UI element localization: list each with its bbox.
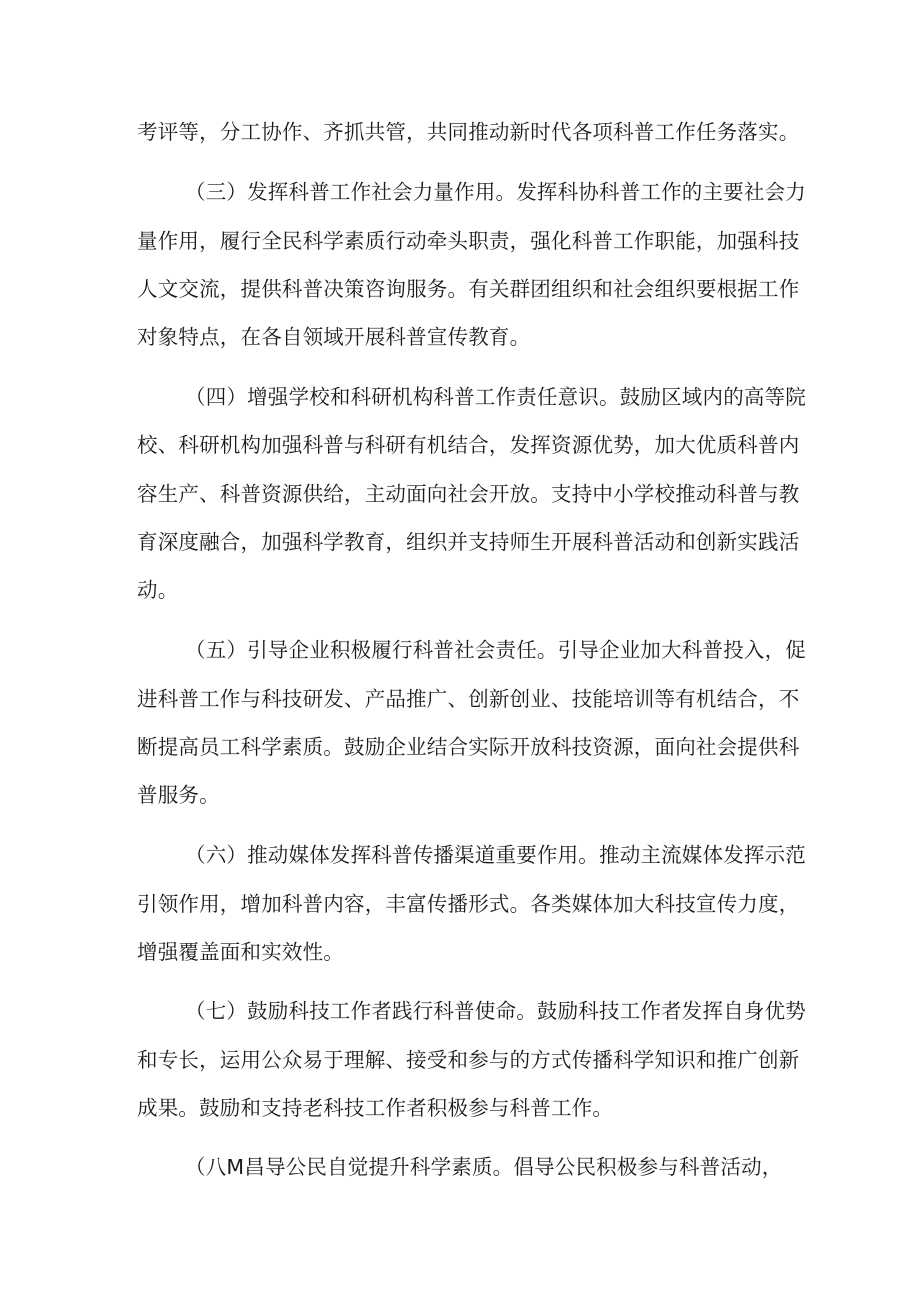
paragraph-line: （三）发挥科普工作社会力量作用。发挥科协科普工作的主要社会力	[185, 180, 806, 204]
paragraph-line: 动。	[137, 578, 179, 602]
paragraph-line: 人文交流，提供科普决策咨询服务。有关群团组织和社会组织要根据工作	[137, 277, 800, 301]
paragraph-line: （六）推动媒体发挥科普传播渠道重要作用。推动主流媒体发挥示范	[185, 843, 806, 867]
paragraph-line: 容生产、科普资源供给，主动面向社会开放。支持中小学校推动科普与教	[137, 482, 800, 506]
paragraph-line: 普服务。	[137, 783, 220, 807]
paragraph-line: （四）增强学校和科研机构科普工作责任意识。鼓励区域内的高等院	[185, 385, 806, 409]
paragraph-line: （五）引导企业积极履行科普社会责任。引导企业加大科普投入，促	[185, 638, 806, 662]
paragraph-line: 量作用，履行全民科学素质行动牵头职责，强化科普工作职能，加强科技	[137, 229, 800, 253]
paragraph-line: 断提高员工科学素质。鼓励企业结合实际开放科技资源，面向社会提供科	[137, 735, 800, 759]
paragraph-line: 育深度融合，加强科学教育，组织并支持师生开展科普活动和创新实践活	[137, 530, 800, 554]
paragraph-line: 引领作用，增加科普内容，丰富传播形式。各类媒体加大科技宣传力度，	[137, 892, 800, 916]
paragraph-line: 增强覆盖面和实效性。	[137, 940, 344, 964]
paragraph-line: （七）鼓励科技工作者践行科普使命。鼓励科技工作者发挥自身优势	[185, 999, 806, 1023]
paragraph-line: （八M昌导公民自觉提升科学素质。倡导公民积极参与科普活动，	[185, 1155, 783, 1179]
paragraph-line: 和专长，运用公众易于理解、接受和参与的方式传播科学知识和推广创新	[137, 1048, 800, 1072]
paragraph-line: 成果。鼓励和支持老科技工作者积极参与科普工作。	[137, 1096, 614, 1120]
paragraph-line: 考评等，分工协作、齐抓共管，共同推动新时代各项科普工作任务落实。	[137, 120, 800, 144]
paragraph-line: 对象特点，在各自领域开展科普宣传教育。	[137, 325, 531, 349]
paragraph-line: 校、科研机构加强科普与科研有机结合，发挥资源优势，加大优质科普内	[137, 433, 800, 457]
paragraph-line: 进科普工作与科技研发、产品推广、创新创业、技能培训等有机结合，不	[137, 687, 800, 711]
